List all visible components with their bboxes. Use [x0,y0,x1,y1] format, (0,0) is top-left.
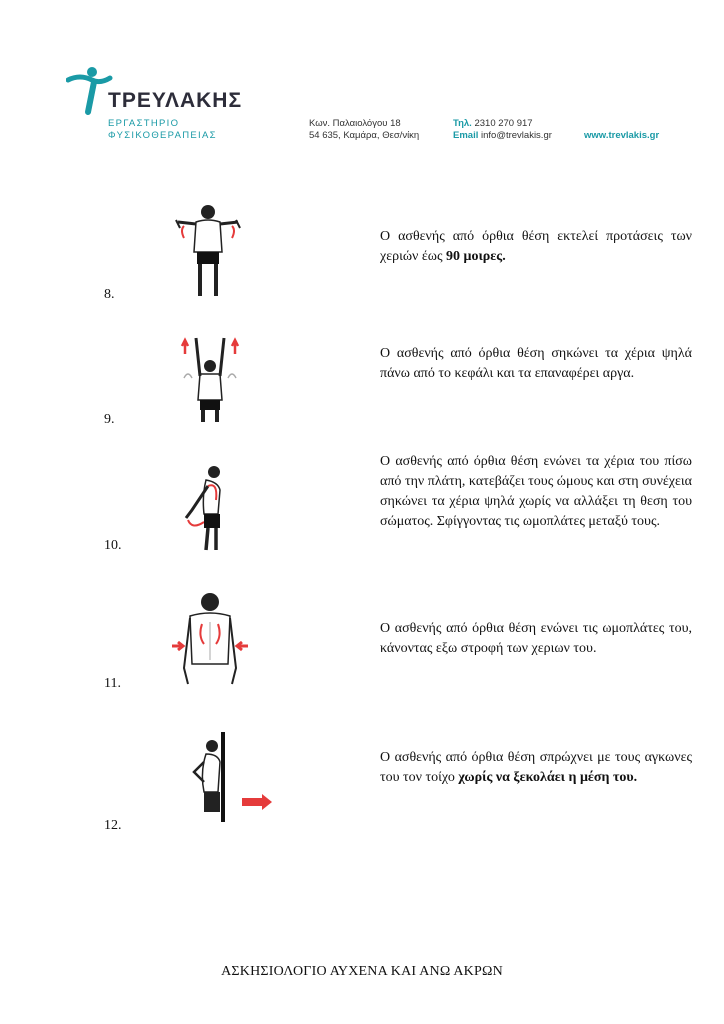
scapular-retraction-figure-icon [168,588,252,688]
page-footer-title: ΑΣΚΗΣΙΟΛΟΓΙΟ ΑΥΧΕΝΑ ΚΑΙ ΑΝΩ ΑΚΡΩΝ [221,964,503,979]
exercise-description [380,748,692,788]
exercise-text: Ο ασθενής από όρθια θέση σπρώχνει με τους αγκωνες του τον τοίχο [380,750,692,785]
exercise-text: Ο ασθενής από όρθια θέση ενώνει τα χέρια του πίσω από την πλάτη, κατεβάζει τους ώμους και στη συνέχεια σηκώνει τα χέρια ψηλά χωρίς να αλλάξει τη θεση του σώματος. Σφίγγοντας τις ωμοπλάτες μεταξύ τους. [380,454,692,529]
exercise-text: Ο ασθενής από όρθια θέση ενώνει τις ωμοπλάτες του, κάνοντας εξω στροφή των χεριων του. [380,621,692,656]
exercise-description [380,452,692,532]
brand-name: ΤΡΕΥΛΑΚΗΣ [108,89,243,112]
exercise-number: 9. [104,412,115,427]
exercise-text-bold: χωρίς να ξεκολάει η μέση του. [458,770,638,785]
exercise-text: Ο ασθενής από όρθια θέση σηκώνει τα χέρια ψηλά πάνω από το κεφάλι και τα επαναφέρει αργα. [380,346,692,381]
brand-subtitle-2: ΦΥΣΙΚΟΘΕΡΑΠΕΙΑΣ [108,130,217,141]
contact-block [453,118,552,142]
exercise-description [380,344,692,384]
email-link[interactable]: info@trevlakis.gr [481,130,552,141]
clinic-logo [66,66,246,150]
exercise-description [380,227,692,267]
exercise-text: Ο ασθενής από όρθια θέση εκτελεί προτάσεις των χεριών έως [380,229,692,264]
exercise-number: 10. [104,538,122,553]
arms-overhead-raise-figure-icon [178,330,242,422]
exercise-number: 8. [104,287,115,302]
email-label: Email [453,130,479,141]
exercise-text-bold: 90 μοιρες. [446,249,506,264]
address-line-2: 54 635, Καμάρα, Θεσ/νίκη [309,130,420,141]
address-block [309,118,419,142]
exercise-description [380,619,692,659]
shoulder-protraction-figure-icon [170,200,246,300]
hands-behind-back-raise-figure-icon [178,460,234,552]
phone-number: 2310 270 917 [474,118,533,129]
exercise-number: 11. [104,676,121,691]
address-line-1: Κων. Παλαιολόγου 18 [309,118,401,129]
brand-subtitle-1: ΕΡΓΑΣΤΗΡΙΟ [108,118,180,129]
wall-elbow-press-figure-icon [190,732,274,824]
website-link[interactable]: www.trevlakis.gr [584,130,660,141]
phone-label: Τηλ. [453,118,472,129]
exercise-number: 12. [104,818,122,833]
